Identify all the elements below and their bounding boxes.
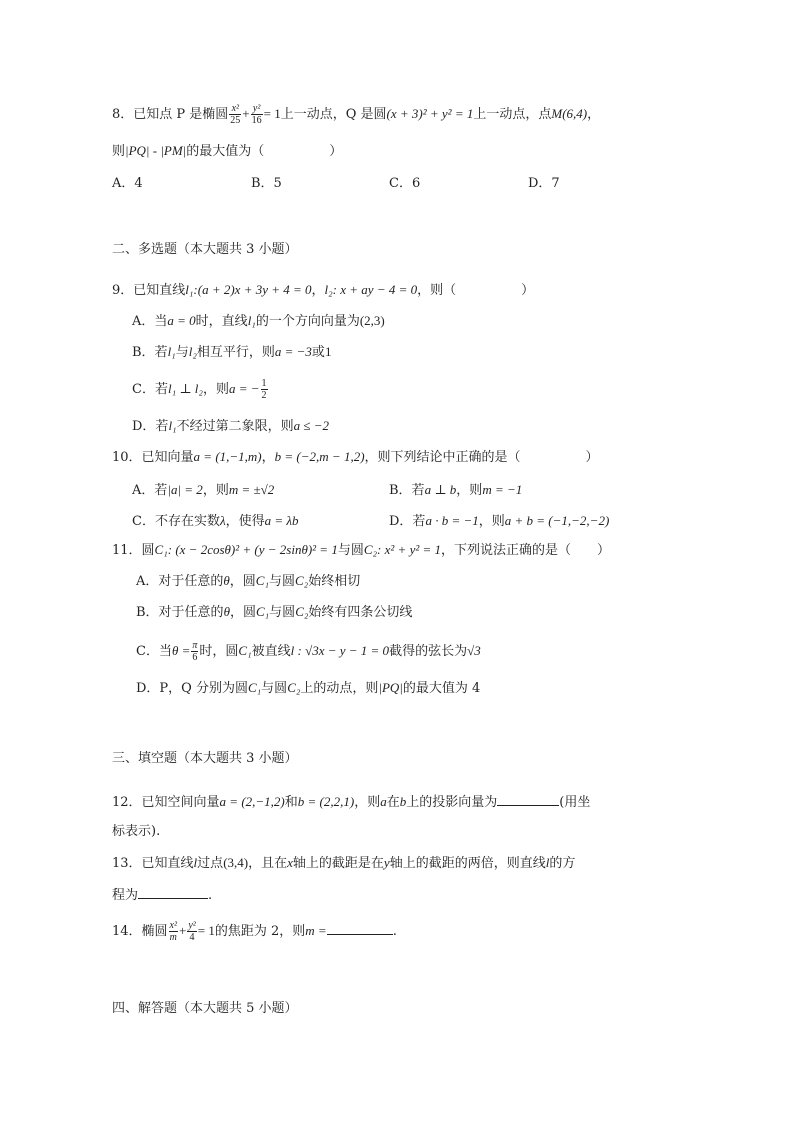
q11-option-a: A．对于任意的θ，圆C₁与圆C₂始终相切 [136,573,361,589]
question-10-stem: 10．已知向量a = (1,−1,m)，b = (−2,m − 1,2)，则下列结论中正确的是（ ） [112,449,599,465]
section-2-title: 二、多选题（本大题共 3 小题） [112,242,298,257]
fraction-y-over-16: $\frac{\text{y²}}{16}$ [251,103,262,126]
question-8-stem: 8．已知点 P 是椭圆 $\frac{\text{x²}}{25}$ + $\frac{\text{y²}}{16}$ = 1上一动点，Q 是圆(x + 3)² + y² = 1上一动点，点M(6,4)， [112,103,601,126]
q13-answer-blank[interactable] [138,885,208,899]
question-8-line-2: 则|PQ| - |PM|的最大值为（ ） [112,143,343,159]
q8-option-c: C．6 [389,176,421,191]
fraction-one-half: $\frac{1}{2}$ [261,378,267,401]
q11-option-c: C．当θ = $\frac{\pi}{6}$ 时，圆C₁被直线l : √3x − y − 1 = 0截得的弦长为√3 [136,640,481,663]
question-13-line-2: 程为 . [112,885,212,905]
question-13-stem: 13．已知直线l过点(3,4)，且在x轴上的截距是在y轴上的截距的两倍，则直线l的方 [112,855,576,871]
q9-option-c: C．若l₁ ⊥ l₂，则a = − $\frac{1}{2}$ [132,378,267,401]
q9-option-d: D．若l₁不经过第二象限，则a ≤ −2 [132,418,330,434]
fraction-y-over-4: $\frac{\text{y²}}{4}$ [188,920,196,943]
q8-option-a: A．4 [112,176,143,191]
q11-option-d: D．P，Q 分别为圆C₁与圆C₂上的动点，则|PQ|的最大值为 4 [136,680,481,696]
q9-option-b: B．若l₁与l₂相互平行，则a = −3或1 [132,344,332,360]
circle-equation: (x + 3)² + y² = 1 [386,106,474,121]
abs-expression: |PQ| - |PM| [125,143,187,158]
fraction-x-over-25: $\frac{\text{x²}}{25}$ [230,103,241,126]
question-11-stem: 11．圆C₁: (x − 2cosθ)² + (y − 2sinθ)² = 1与圆C₂: x² + y² = 1，下列说法正确的是（ ） [112,542,611,558]
q8-option-b: B．5 [251,176,282,191]
q10-option-b: B．若a ⊥ b，则m = −1 [389,482,523,498]
q8-option-d: D．7 [528,176,560,191]
q9-option-a: A．当a = 0时，直线l₁的一个方向向量为(2,3) [132,313,385,329]
fraction-pi-over-6: $\frac{\pi}{6}$ [192,640,198,663]
q10-option-d: D．若a · b = −1，则a + b = (−1,−2,−2) [389,513,610,529]
question-12-stem: 12．已知空间向量a = (2,−1,2)和b = (2,2,1)，则a在b上的投影向量为 (用坐 [112,794,591,810]
q12-answer-blank[interactable] [497,792,559,806]
point-m: M(6,4) [551,106,588,121]
section-4-title: 四、解答题（本大题共 5 小题） [112,1001,298,1016]
q11-option-b: B．对于任意的θ，圆C₁与圆C₂始终有四条公切线 [136,604,413,620]
question-12-line-2: 标表示). [112,824,161,839]
section-3-title: 三、填空题（本大题共 3 小题） [112,751,298,766]
question-14-stem: 14．椭圆 $\frac{\text{x²}}{m}$ + $\frac{\text{y²}}{4}$ = 1的焦距为 2，则m = . [112,920,397,943]
fraction-x-over-m: $\frac{\text{x²}}{m}$ [169,920,177,943]
question-9-stem: 9．已知直线l₁:(a + 2)x + 3y + 4 = 0，l₂: x + ay − 4 = 0，则（ ） [112,282,535,298]
q10-option-a: A．若|a| = 2，则m = ±√2 [132,482,275,498]
q10-option-c: C．不存在实数λ，使得a = λb [132,513,299,529]
q14-answer-blank[interactable] [327,921,393,935]
